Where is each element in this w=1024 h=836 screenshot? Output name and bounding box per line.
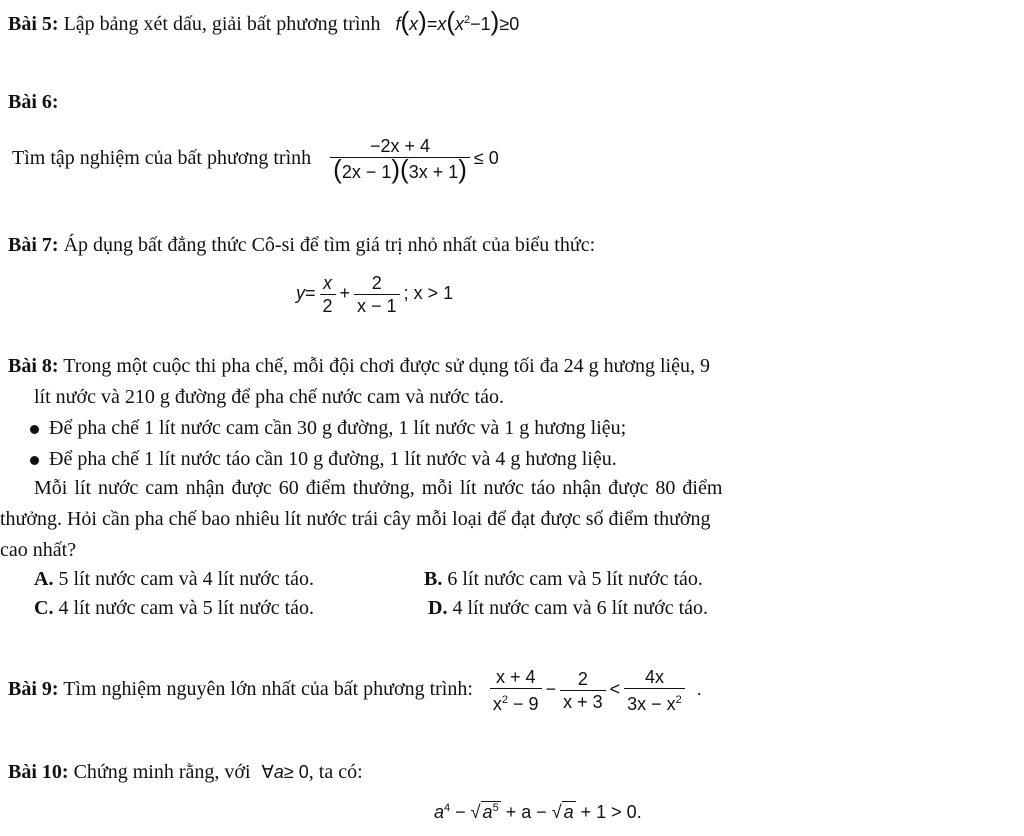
problem-10: Bài 10: Chứng minh rằng, với ∀a≥ 0, ta có: [8, 761, 363, 783]
problem-6-text: Tìm tập nghiệm của bất phương trình [12, 147, 312, 169]
problem-6-statement [12, 128, 499, 188]
bullet-icon [30, 456, 39, 465]
problem-9 [8, 660, 702, 718]
problem-8-option-a: A. 5 lít nước cam và 4 lít nước táo. [34, 568, 314, 590]
problem-6-inequality: ≤ 0 [473, 148, 499, 168]
problem-8-line-1: Bài 8: Trong một cuộc thi pha chế, mỗi đội chơi được sử dụng tối đa 24 g hương liệu, 9 [8, 355, 710, 377]
problem-8-label: Bài 8: [8, 355, 59, 377]
problem-7-text: Áp dụng bất đẳng thức Cô-si để tìm giá trị nhỏ nhất của biểu thức: [58, 234, 596, 256]
problem-8-line-6: thưởng. Hỏi cần pha chế bao nhiêu lít nước trái cây mỗi loại để đạt được số điểm thưởng [0, 508, 711, 530]
problem-9-label: Bài 9: [8, 678, 59, 700]
problem-8-bullet-2: Để pha chế 1 lít nước táo cần 10 g đường, 1 lít nước và 4 g hương liệu. [30, 447, 617, 471]
problem-6-fraction: $\frac{-2x + 4}{(2x - 1)(3x + 1)}$ [330, 135, 470, 183]
problem-7-formula: y= $\frac{x}{2}$ + $\frac{2}{x - 1}$ ; x > 1 [296, 272, 454, 316]
problem-5-label: Bài 5: [8, 13, 59, 35]
problem-6-label-line [8, 90, 59, 114]
problem-5 [8, 8, 519, 36]
problem-8-option-c: C. 4 lít nước cam và 5 lít nước táo. [34, 597, 314, 619]
problem-10-formula: $a^4$ − √ $a^5 + a$ − √ a + 1 > 0. [434, 802, 642, 822]
problem-5-text: Lập bảng xét dấu, giải bất phương trình [58, 13, 381, 35]
bullet-icon [30, 425, 39, 434]
problem-7 [8, 233, 595, 257]
problem-8-option-d: D. 4 lít nước cam và 6 lít nước táo. [428, 597, 708, 619]
problem-5-formula: $f(x)=x(x^2-1)\ge 0$ [395, 6, 520, 36]
problem-8-option-b: B. 6 lít nước cam và 5 lít nước táo. [424, 568, 703, 590]
problem-8-line-2: lít nước và 210 g đường để pha chế nước cam và nước táo. [34, 386, 504, 408]
problem-8-bullet-1: Để pha chế 1 lít nước cam cần 30 g đường, 1 lít nước và 1 g hương liệu; [30, 416, 626, 440]
problem-9-formula: $\frac{x + 4}{x^2 - 9}$ − $\frac{2}{x + 3}$ < $\frac{4x}{3x - x^2}$ . [486, 679, 702, 699]
problem-8-line-7: cao nhất? [0, 539, 77, 561]
problem-6-label: Bài 6: [8, 91, 59, 113]
problem-9-text: Tìm nghiệm nguyên lớn nhất của bất phương trình: [58, 678, 473, 700]
problem-10-label: Bài 10: [8, 761, 69, 783]
problem-8-line-5: Mỗi lít nước cam nhận được 60 điểm thưởng, mỗi lít nước táo nhận được 80 điểm [34, 477, 723, 499]
problem-7-label: Bài 7: [8, 234, 59, 256]
